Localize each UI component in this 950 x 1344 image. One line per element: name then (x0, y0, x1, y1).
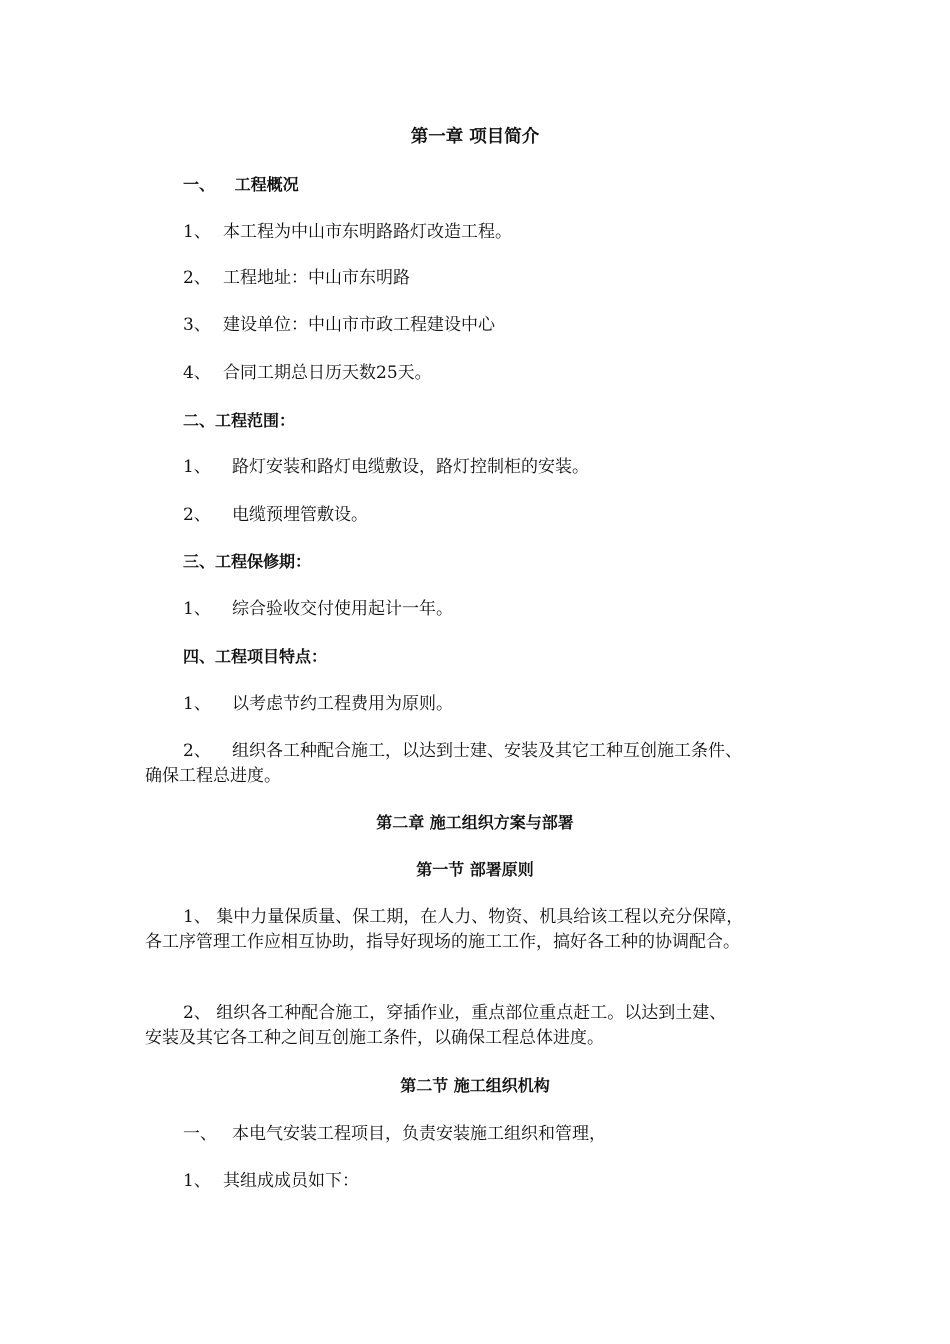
sec1-heading (183, 175, 299, 195)
item-number: 1、 (183, 1171, 211, 1191)
sec4-item-2-continuation: 确保工程总进度。 (145, 766, 281, 786)
item-text: 其组成成员如下： (223, 1171, 359, 1191)
item-number: 1、 (183, 457, 211, 477)
section2-item-1 (183, 1124, 606, 1144)
section2-title: 第二节 施工组织机构 (400, 1076, 550, 1095)
item-text: 综合验收交付使用起计一年。 (232, 599, 453, 619)
section1-title: 第一节 部署原则 (416, 860, 534, 879)
item-number: 4、 (183, 363, 211, 383)
chapter2-title: 第二章 施工组织方案与部署 (376, 813, 574, 832)
sec4-item-1 (183, 694, 453, 714)
sec1-item-1 (183, 222, 512, 242)
sec4-item-2 (183, 741, 742, 761)
chapter1-title: 第一章 项目简介 (410, 127, 540, 147)
section1-p1-line1: 1、 集中力量保质量、保工期，在人力、物资、机具给该工程以充分保障， (183, 907, 744, 927)
item-text: 组织各工种配合施工，以达到士建、安装及其它工种互创施工条件、 (232, 741, 742, 761)
item-text: 电缆预埋管敷设。 (232, 505, 368, 525)
item-number: 2、 (183, 268, 211, 288)
item-number: 1、 (183, 599, 211, 619)
item-number: 1、 (183, 222, 211, 242)
item-text: 合同工期总日历天数25天。 (223, 363, 432, 383)
sec3-heading: 三、工程保修期： (183, 552, 312, 571)
item-number: 3、 (183, 315, 211, 335)
item-text: 建设单位：中山市市政工程建设中心 (223, 315, 495, 335)
item-number: 2、 (183, 741, 211, 761)
sec4-heading: 四、工程项目特点： (183, 647, 328, 666)
sec1-item-3 (183, 315, 495, 335)
section1-p2-line2: 安装及其它各工种之间互创施工条件，以确保工程总体进度。 (145, 1028, 604, 1048)
sec2-heading: 二、工程范围： (183, 411, 296, 430)
item-number: 2、 (183, 505, 211, 525)
item-text: 路灯安装和路灯电缆敷设，路灯控制柜的安装。 (232, 457, 589, 477)
item-text: 工程地址：中山市东明路 (223, 268, 410, 288)
item-text: 以考虑节约工程费用为原则。 (232, 694, 453, 714)
sec2-item-2 (183, 505, 368, 525)
section1-p1-line2: 各工序管理工作应相互协助，指导好现场的施工工作，搞好各工种的协调配合。 (145, 932, 740, 952)
section1-p2-line1: 2、 组织各工种配合施工，穿插作业，重点部位重点赶工。以达到土建、 (183, 1003, 727, 1023)
item-number: 一、 (183, 1124, 217, 1144)
sec2-item-1 (183, 457, 589, 477)
item-text: 本工程为中山市东明路路灯改造工程。 (223, 222, 512, 242)
sec3-item-1 (183, 599, 453, 619)
item-number: 1、 (183, 694, 211, 714)
sec1-heading-text: 工程概况 (234, 175, 299, 194)
section2-item-2 (183, 1171, 359, 1191)
sec1-heading-num: 一、 (183, 175, 216, 194)
sec1-item-4 (183, 363, 432, 383)
sec1-item-2 (183, 268, 410, 288)
item-text: 本电气安装工程项目，负责安装施工组织和管理， (232, 1124, 606, 1144)
